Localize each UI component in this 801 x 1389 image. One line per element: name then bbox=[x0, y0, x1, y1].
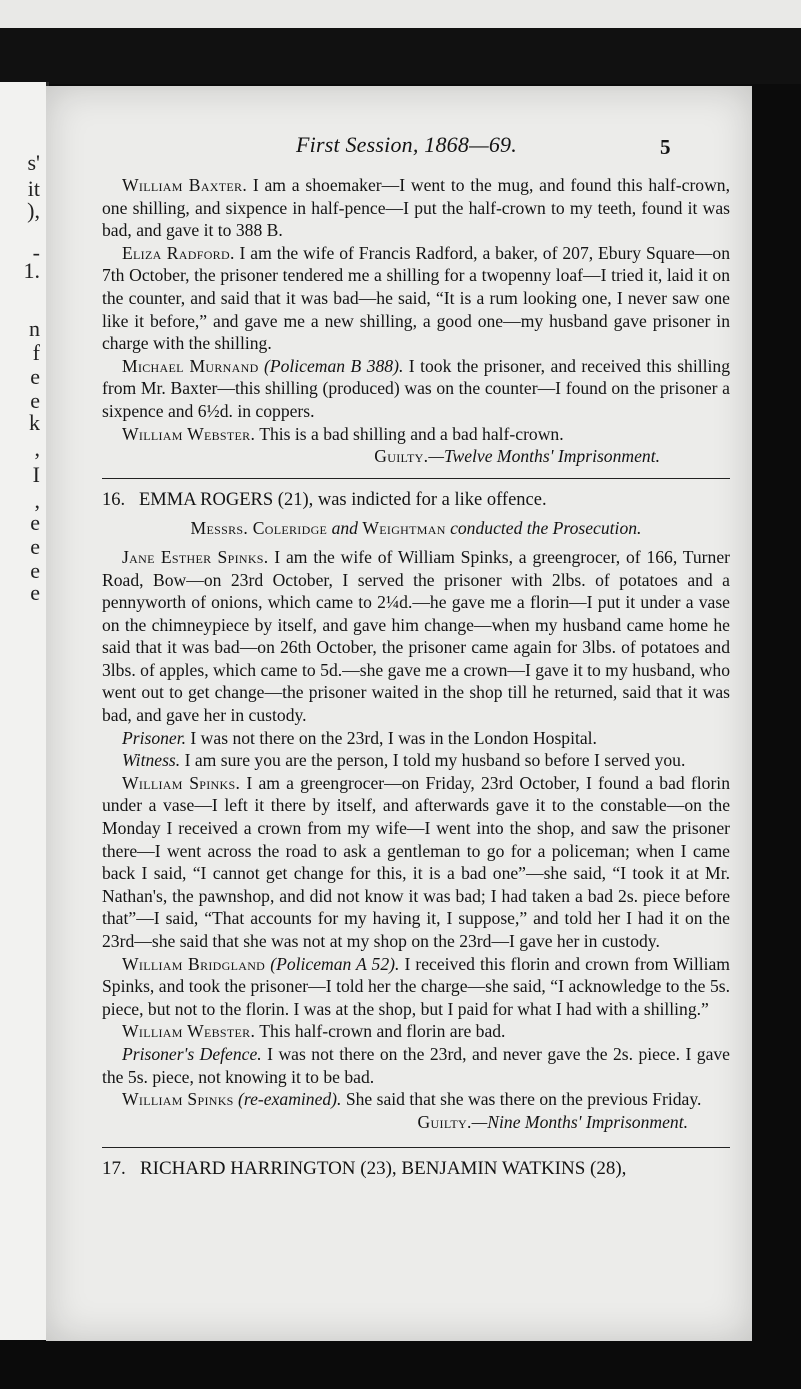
testimony-text: I was not there on the 23rd, and never gave the 2s. piece. I gave the 5s. piece, not knowing it to be bad. bbox=[102, 1043, 730, 1087]
speaker-name: Prisoner. bbox=[122, 727, 187, 748]
case-number: 16. bbox=[102, 489, 126, 510]
left-page-fragment: e bbox=[30, 364, 40, 389]
testimony-paragraph bbox=[102, 1020, 730, 1043]
speaker-name: Michael Murnand bbox=[122, 355, 259, 376]
testimony-paragraph bbox=[102, 1088, 730, 1132]
verdict-2 bbox=[398, 1111, 688, 1134]
testimony-text: I am the wife of Francis Radford, a baker, of 207, Ebury Square—on 7th October, the prisoner tendered me a shilling for a twopenny loaf—I tried it, laid it on the counter, and said that it was bad—he said, “It is a rum looking one, I never saw one like it before,” and gave me a new shilling, a good one—my husband gave prisoner in charge with the shilling. bbox=[102, 242, 730, 354]
speaker-name: William Baxter. bbox=[122, 175, 248, 195]
binding-spine bbox=[0, 28, 801, 84]
testimony-paragraph bbox=[102, 242, 730, 355]
left-page-fragment: s' bbox=[27, 150, 40, 175]
left-page-fragment: , bbox=[34, 488, 40, 513]
case-number: 17. bbox=[102, 1158, 126, 1180]
counsel-names-2: Weightman bbox=[362, 518, 446, 539]
testimony-text: This is a bad shilling and a bad half-crown. bbox=[255, 423, 564, 444]
left-page-fragment: , bbox=[34, 436, 40, 461]
section-rule-2 bbox=[102, 1147, 730, 1148]
testimony-text: She said that she was there on the previous Friday. bbox=[341, 1089, 702, 1110]
testimony-paragraph bbox=[102, 546, 730, 727]
left-page-fragment: ), bbox=[27, 198, 40, 223]
testimony-paragraph bbox=[102, 772, 730, 953]
testimony-paragraph bbox=[102, 355, 730, 423]
case-title: RICHARD HARRINGTON (23), BENJAMIN WATKINS (28), bbox=[140, 1158, 627, 1180]
testimony-text: I am a greengrocer—on Friday, 23rd October, I found a bad florin under a vase—I left it there by itself, and afterwards gave it to the constable—on the Monday I received a crown from my wife—I went into the shop, and saw the prisoner there—I went across the road to ask a gentleman to go for a policeman; when I came back I said, “I cannot get change for this, it is a bad one”—she said, “I took it at Mr. Nathan's, the pawnshop, and did not know it was bad; I had taken a bad 2s. piece before that”—I said, “That accounts for my having it, I suppose,” and told her I had it on the 23rd—she said that she was not at my shop on the 23rd—I gave her in custody. bbox=[102, 772, 730, 951]
speaker-name: William Bridgland bbox=[122, 953, 266, 974]
speaker-role: (Policeman B 388). bbox=[258, 355, 404, 376]
verdict-label: Guilty. bbox=[374, 446, 429, 467]
case-title: EMMA ROGERS (21), was indicted for a like offence. bbox=[139, 489, 547, 510]
speaker-name: William Webster. bbox=[122, 423, 256, 444]
testimony-text: I am the wife of William Spinks, a greengrocer, of 166, Turner Road, Bow—on 23rd October, I served the prisoner with 2lbs. of potatoes and a pennyworth of onions, which came to 2¼d.—he gave me a florin—I put it under a vase on the chimneypiece by itself, and gave him change—when my husband came home he said that it was bad—on 26th October, the prisoner came again for 3lbs. of potatoes and 3lbs. of apples, which came to 5d.—she gave me a crown—I gave it to my husband, who went out to get change—the prisoner waited in the shop till he returned, said that it was bad, and gave her in custody. bbox=[102, 546, 730, 726]
testimony-paragraph bbox=[102, 423, 730, 446]
speaker-name: Witness. bbox=[122, 750, 181, 771]
testimony-text: I am a shoemaker—I went to the mug, and found this half-crown, one shilling, and sixpence in half-pence—I put the half-crown to my teeth, found it was bad, and gave it to 388 B. bbox=[102, 175, 730, 241]
verdict-label: Guilty. bbox=[417, 1111, 472, 1132]
testimony-paragraph bbox=[102, 749, 730, 772]
section-rule bbox=[102, 478, 730, 479]
previous-page-edge bbox=[0, 82, 49, 1340]
testimony-text: This half-crown and florin are bad. bbox=[255, 1021, 506, 1042]
left-page-fragment: e bbox=[30, 510, 40, 535]
counsel-text: conducted the Prosecution. bbox=[450, 518, 642, 539]
testimony-text: I was not there on the 23rd, I was in the London Hospital. bbox=[186, 727, 597, 748]
testimony-paragraph bbox=[102, 174, 730, 242]
speaker-name: Eliza Radford. bbox=[122, 242, 235, 263]
book-page bbox=[46, 86, 752, 1341]
left-page-fragment: e bbox=[30, 534, 40, 559]
speaker-name: Prisoner's Defence. bbox=[122, 1043, 262, 1064]
bottom-dark-edge bbox=[0, 1341, 801, 1389]
left-page-fragment: I bbox=[32, 462, 40, 487]
testimony-text: I received this florin and crown from William Spinks, and took the prisoner—I told her the charge—she said, “I acknowledge to the 5s. piece, but not to the florin. I was at the shop, but I paid for what I had with a shilling.” bbox=[102, 953, 730, 1019]
speaker-role: (re-examined). bbox=[233, 1089, 342, 1110]
left-page-fragment: it bbox=[27, 176, 40, 201]
left-page-fragment: n bbox=[29, 316, 40, 341]
speaker-name: William Spinks. bbox=[122, 772, 241, 793]
left-page-fragment: - bbox=[32, 240, 40, 265]
speaker-name: Jane Esther Spinks. bbox=[122, 546, 269, 567]
testimony-text: I took the prisoner, and received this shilling from Mr. Baxter—this shilling (produced) was on the counter—I found on the prisoner a sixpence and 6½d. in coppers. bbox=[102, 355, 731, 421]
testimony-block-1 bbox=[102, 174, 730, 445]
speaker-name: William Spinks bbox=[122, 1089, 234, 1110]
counsel-and: and bbox=[331, 518, 358, 539]
verdict-sentence: —Nine Months' Imprisonment. bbox=[471, 1111, 688, 1132]
case-heading-17 bbox=[102, 1158, 730, 1181]
testimony-paragraph bbox=[102, 1043, 730, 1088]
left-page-fragment: k bbox=[29, 410, 40, 435]
right-dark-edge bbox=[752, 86, 801, 1341]
page-number: 5 bbox=[660, 135, 671, 159]
counsel-names: Messrs. Coleridge bbox=[190, 518, 328, 539]
binding-top bbox=[0, 0, 801, 30]
left-page-fragment: e bbox=[30, 558, 40, 583]
left-page-fragment: f bbox=[32, 340, 40, 365]
verdict-1 bbox=[102, 445, 730, 468]
body-text bbox=[102, 174, 730, 1181]
testimony-paragraph bbox=[102, 727, 730, 750]
left-page-fragment: e bbox=[30, 388, 40, 413]
verdict-sentence: —Twelve Months' Imprisonment. bbox=[428, 446, 660, 467]
case-heading-16 bbox=[102, 489, 730, 512]
counsel-line bbox=[102, 517, 730, 540]
testimony-block-2 bbox=[102, 546, 730, 1133]
running-title: First Session, 1868—69. bbox=[296, 132, 517, 157]
speaker-name: William Webster. bbox=[122, 1021, 256, 1042]
testimony-paragraph bbox=[102, 953, 730, 1021]
left-page-fragment: e bbox=[30, 580, 40, 605]
speaker-role: (Policeman A 52). bbox=[265, 953, 400, 974]
testimony-text: I am sure you are the person, I told my husband so before I served you. bbox=[180, 750, 686, 771]
left-page-fragment: 1. bbox=[23, 258, 40, 283]
